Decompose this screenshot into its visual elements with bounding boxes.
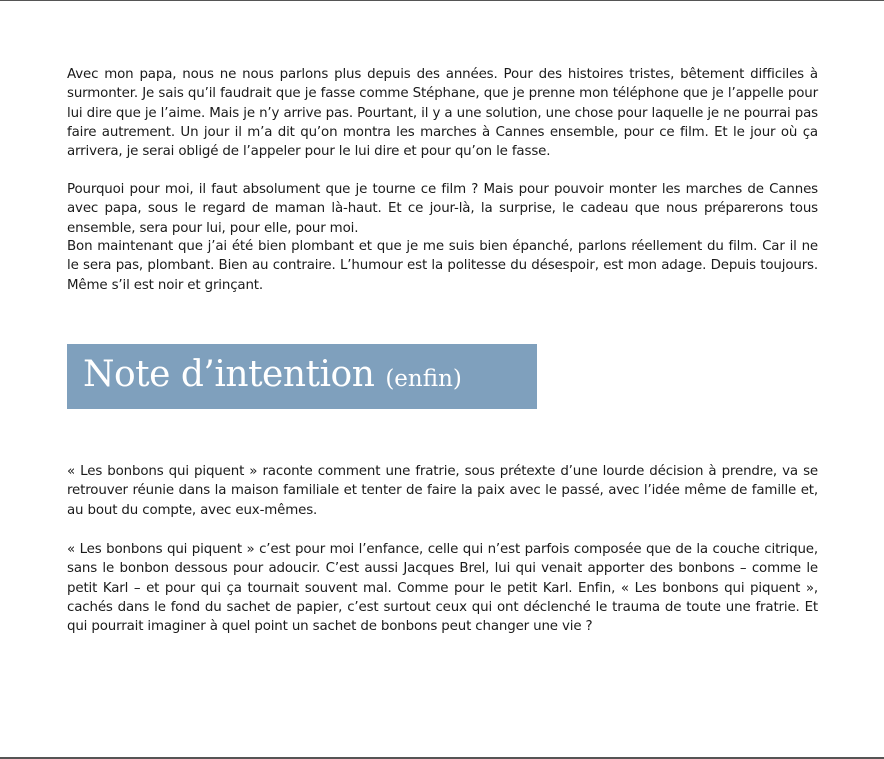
paragraph-father: Avec mon papa, nous ne nous parlons plus depuis des années. Pour des histoires tristes, bêtement difficiles à surmonter. Je sais qu’il faudrait que je fasse comme Stéphane, que je prenne mon téléphone que je l’appelle pour lui dire que je l’aime. Mais je n’y arrive pas. Pourtant, il y a une solution, une chose pour laquelle je ne pourrai pas faire autrement. Un jour il m’a dit qu’on montra les marches à Cannes ensemble, pour ce film. Et le jour où ça arrivera, je serai obligé de l’appeler pour le lui dire et pour qu’on le fasse. xyxy=(67,67,818,160)
top-rule xyxy=(0,0,884,1)
paragraph-synopsis: « Les bonbons qui piquent » raconte comment une fratrie, sous prétexte d’une lourde décision à prendre, va se retrouver réunie dans la maison familiale et tenter de faire la paix avec le passé, avec l’idée même de famille et, au bout du compte, avec eux-mêmes. xyxy=(67,464,818,518)
paragraph-cannes: Pourquoi pour moi, il faut absolument que je tourne ce film ? Mais pour pouvoir monter les marches de Cannes avec papa, sous le regard de maman là-haut. Et ce jour-là, la surprise, le cadeau que nous préparerons tous ensemble, sera pour lui, pour elle, pour moi. xyxy=(67,182,818,236)
section-title-text: Note d’intention xyxy=(83,354,375,395)
section-subtitle: (enfin) xyxy=(385,366,462,392)
paragraph-meaning: « Les bonbons qui piquent » c’est pour moi l’enfance, celle qui n’est parfois composée que de la couche citrique, sans le bonbon dessous pour adoucir. C’est aussi Jacques Brel, lui qui venait apporter des bonbons – comme le petit Karl – et pour qui ça tournait souvent mal. Comme pour le petit Karl. Enfin, « Les bonbons qui piquent », cachés dans le fond du sachet de papier, c’est surtout ceux qui ont déclenché le trauma de toute une fratrie. Et qui pourrait imaginer à quel point un sachet de bonbons peut changer une vie ? xyxy=(67,542,818,635)
paragraph-humour: Bon maintenant que j’ai été bien plombant et que je me suis bien épanché, parlons réellement du film. Car il ne le sera pas, plombant. Bien au contraire. L’humour est la politesse du désespoir, est mon adage. Depuis toujours. Même s’il est noir et grinçant. xyxy=(67,239,818,293)
section-banner xyxy=(67,344,537,409)
section-title xyxy=(83,351,462,403)
